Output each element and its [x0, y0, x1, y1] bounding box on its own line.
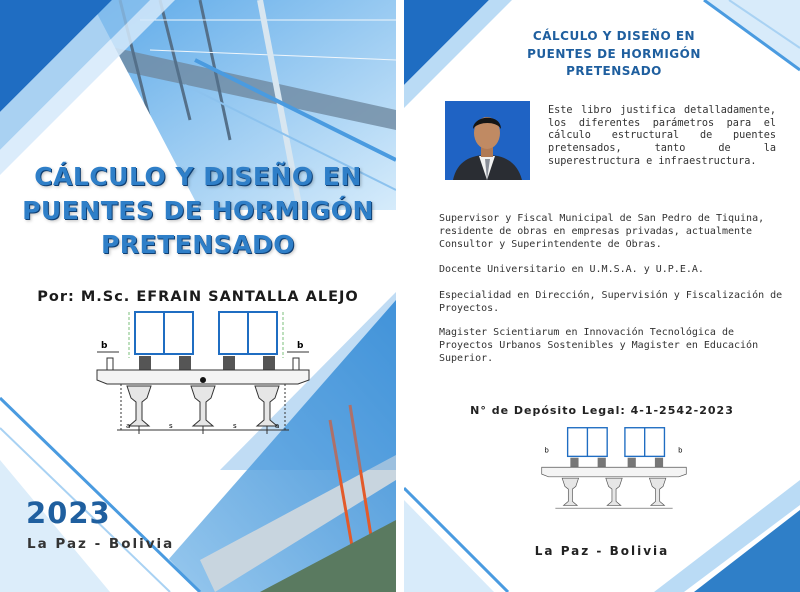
label-a: a — [275, 422, 280, 430]
label-a: a — [126, 422, 131, 430]
bio-line: Especialidad en Dirección, Supervisión y Fiscalización de — [439, 290, 783, 301]
description-line: superestructura e infraestructura. — [548, 155, 757, 167]
author-line: Por: M.Sc. EFRAIN SANTALLA ALEJO — [37, 289, 359, 305]
legal-deposit: N° de Depósito Legal: 4-1-2542-2023 — [470, 404, 734, 417]
book-description — [548, 105, 776, 169]
book-title — [0, 160, 396, 262]
bio-paragraph — [439, 212, 764, 252]
title-line: CÁLCULO Y DISEÑO EN — [34, 162, 362, 191]
bio-line: residente de obras en empresas privadas, actualmente — [439, 226, 753, 238]
description-line: cálculo estructural de puentes — [548, 130, 776, 142]
label-s: s — [169, 422, 173, 430]
publication-place: La Paz - Bolivia — [27, 536, 175, 552]
bio-line: Consultor y Superintendente de Obras. — [439, 239, 662, 251]
bridge-cross-section-diagram — [93, 310, 313, 438]
bio-paragraph — [439, 289, 782, 315]
title-line: PUENTES DE HORMIGÓN — [22, 196, 374, 225]
bio-paragraph — [439, 263, 704, 276]
title-line: PRETENSADO — [566, 64, 662, 78]
title-line: CÁLCULO Y DISEÑO EN — [532, 29, 696, 43]
label-b: b — [678, 446, 683, 455]
title-line: PRETENSADO — [100, 230, 296, 259]
front-cover — [0, 0, 396, 592]
bio-line: Superior. — [439, 353, 494, 365]
book-title-back — [484, 28, 744, 81]
label-s: s — [233, 422, 237, 430]
bio-line: Proyectos Urbanos Sostenibles y Magister en Educación — [439, 340, 759, 352]
bridge-cross-section-diagram-small — [539, 424, 689, 516]
bio-line: Docente Universitario en U.M.S.A. y U.P.E.A. — [439, 264, 704, 275]
bio-paragraph — [439, 326, 758, 366]
description-line: los diferentes parámetros para el — [548, 117, 776, 129]
publication-year: 2023 — [26, 496, 111, 530]
label-b: b — [544, 446, 549, 455]
page-gutter — [396, 0, 404, 592]
back-cover — [404, 0, 800, 592]
label-b: b — [101, 341, 108, 351]
title-line: PUENTES DE HORMIGÓN — [527, 46, 701, 61]
description-line: Este libro justifica detalladamente, — [548, 105, 776, 116]
bio-line: Magister Scientiarum en Innovación Tecnológica de — [439, 327, 735, 338]
bio-line: Proyectos. — [439, 303, 500, 315]
description-line: pretensados, tanto de la — [548, 143, 776, 155]
bio-line: Supervisor y Fiscal Municipal de San Pedro de Tiquina, — [439, 213, 765, 224]
label-b: b — [297, 341, 304, 351]
publication-place-back: La Paz - Bolivia — [534, 544, 670, 558]
author-portrait — [445, 101, 530, 180]
